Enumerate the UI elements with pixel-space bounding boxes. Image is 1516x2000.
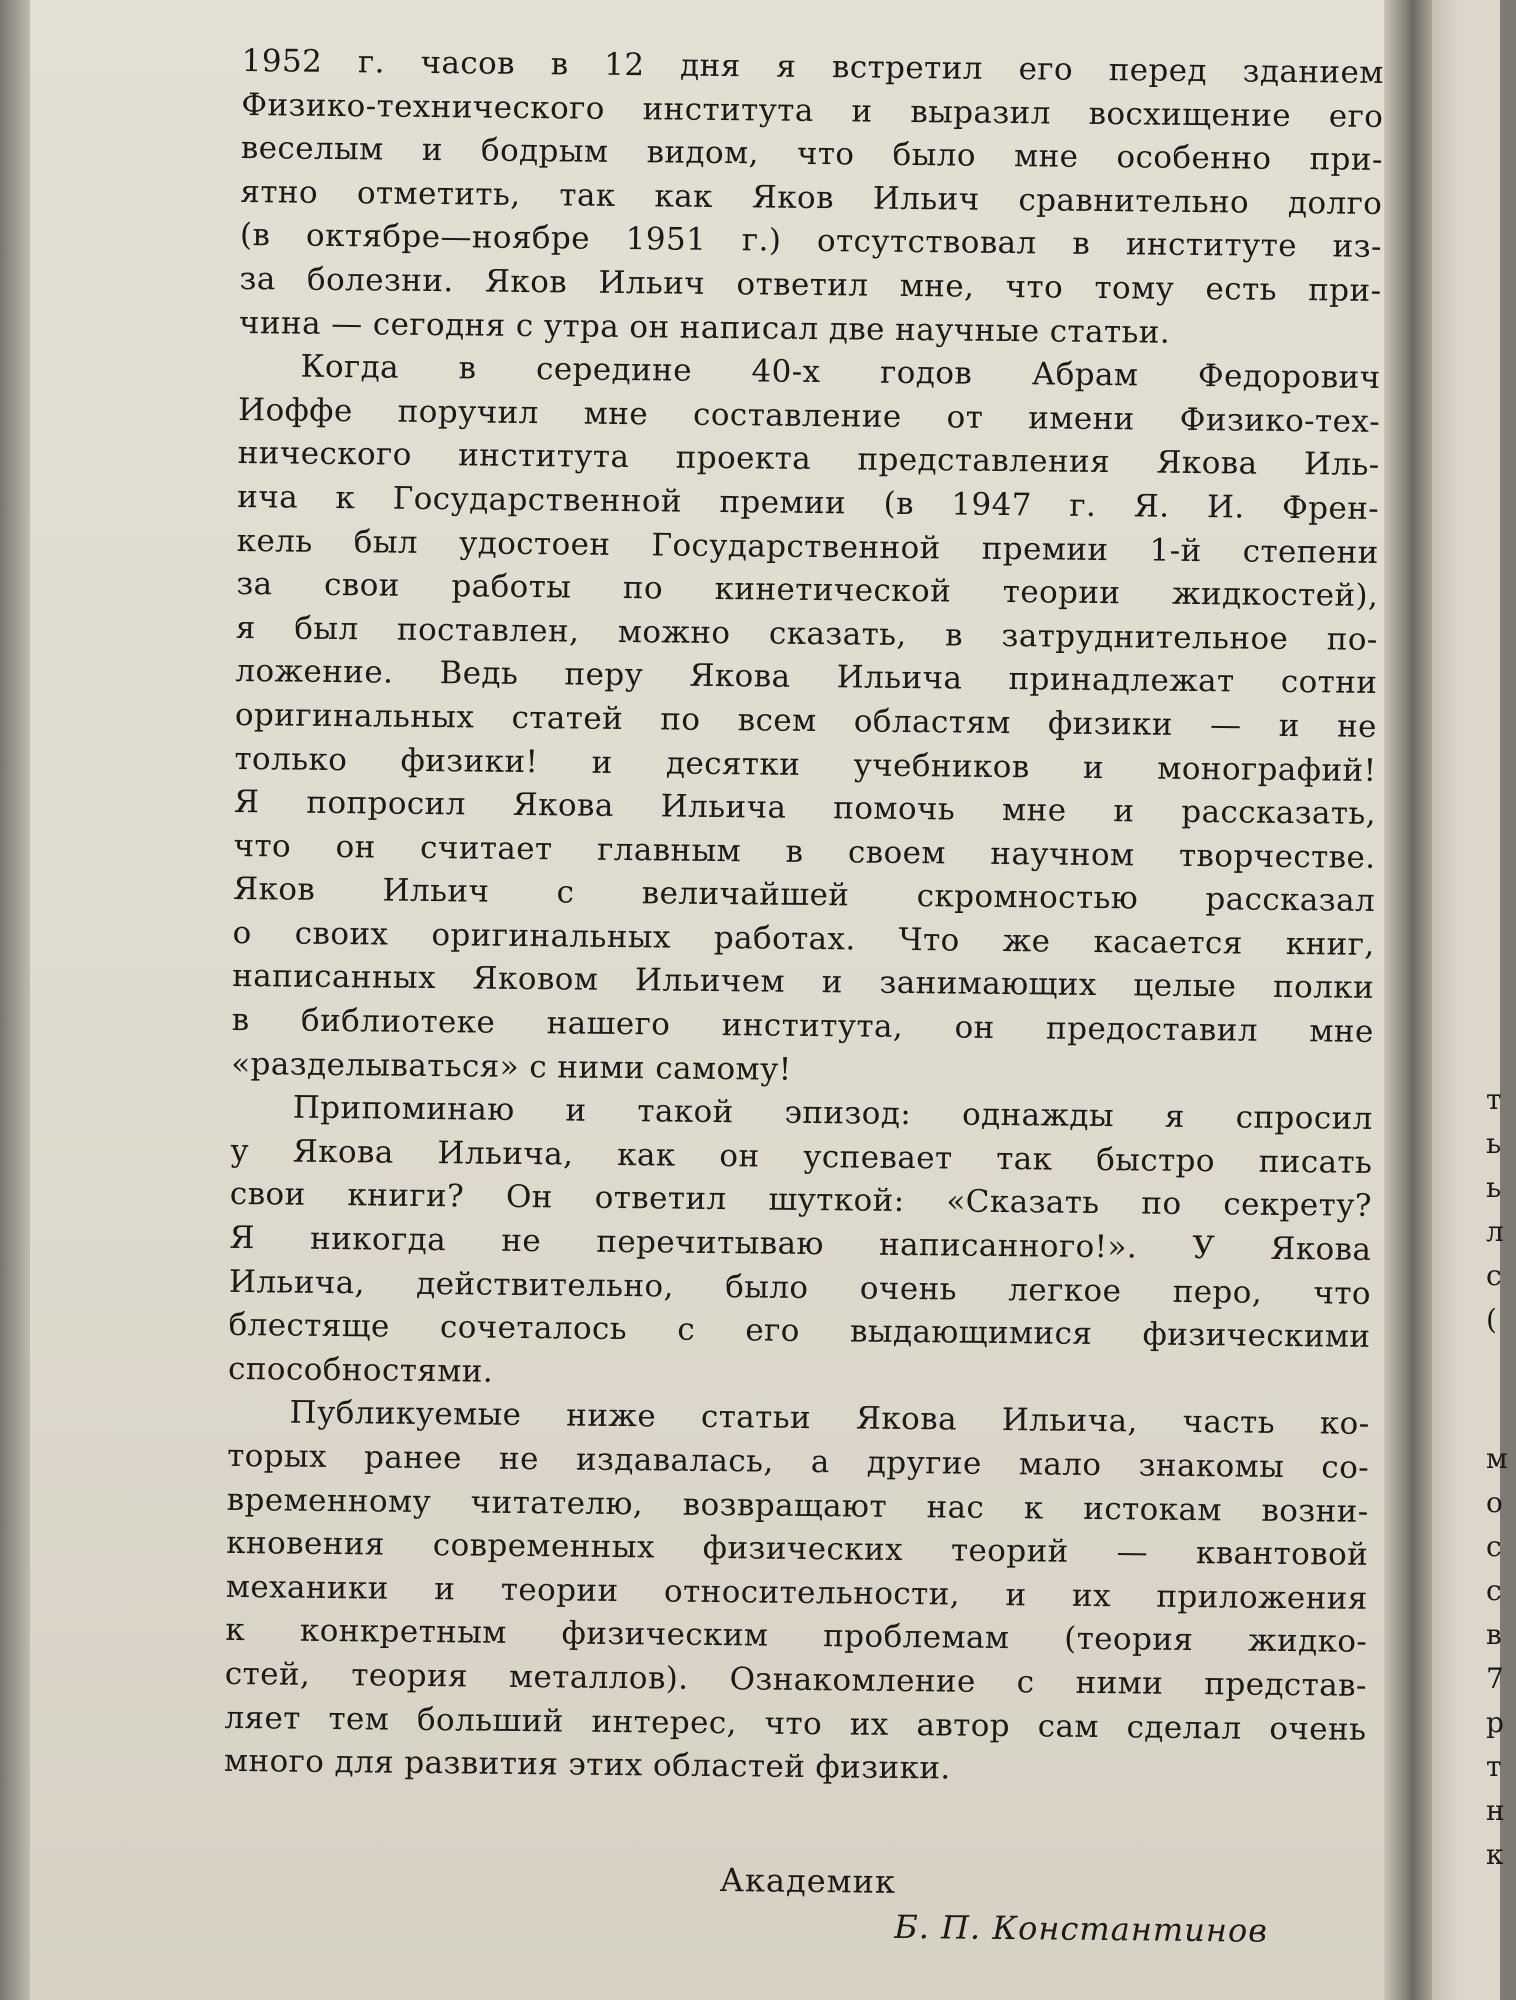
- text-line: Я никогда не перечитываю написанного!». У Якова: [229, 1219, 1372, 1268]
- text-line: нического института проекта представления Якова Иль-: [237, 435, 1380, 484]
- text-line: ича к Государственной премии (в 1947 г. Я. И. Френ-: [237, 478, 1380, 527]
- text-line: у Якова Ильича, как он успевает так быстро писать: [230, 1132, 1373, 1181]
- right-page-letter: р: [1486, 1706, 1504, 1739]
- text-line: оригинальных статей по всем областям физики — и не: [234, 696, 1378, 745]
- text-line: много для развития этих областей физики.: [223, 1743, 951, 1787]
- text-line: механики и теории относительности, и их приложения: [225, 1568, 1368, 1617]
- text-line: стей, теория металлов). Ознакомление с ними представ-: [224, 1655, 1368, 1704]
- right-page-letter: к: [1486, 1838, 1504, 1871]
- text-line: Я попросил Якова Ильича помочь мне и рассказать,: [233, 784, 1377, 833]
- right-page-letter: о: [1486, 1486, 1503, 1519]
- text-line: ложение. Ведь перу Якова Ильича принадлежат сотни: [235, 653, 1378, 702]
- right-page-letter: л: [1486, 1215, 1504, 1248]
- right-page-letter: ь: [1486, 1171, 1502, 1204]
- text-line: 1952 г. часов в 12 дня я встретил его перед зданием: [241, 42, 1384, 91]
- text-line: за свои работы по кинетической теории жидкостей),: [236, 566, 1379, 615]
- text-line: я был поставлен, можно сказать, в затруднительное по-: [235, 609, 1378, 658]
- right-page-edge: [1432, 0, 1500, 2000]
- right-page-letter: ь: [1486, 1127, 1502, 1160]
- body-text: [224, 40, 1384, 1796]
- text-line: ятно отметить, так как Яков Ильич сравнительно долго: [240, 173, 1383, 222]
- text-line: Ильича, действительно, было очень легкое перо, что: [228, 1263, 1372, 1312]
- right-page-letter: с: [1486, 1530, 1502, 1563]
- text-line: Припоминаю и такой эпизод: однажды я спросил: [292, 1089, 1373, 1138]
- text-line: в библиотеке нашего института, он предоставил мне: [231, 1002, 1374, 1050]
- text-line: временному читателю, возвращают нас к истокам возни-: [226, 1481, 1369, 1530]
- text-line: «разделываться» с ними самому!: [231, 1045, 792, 1088]
- text-line: только физики! и десятки учебников и монографий!: [234, 740, 1377, 789]
- right-page-letter: с: [1486, 1574, 1502, 1607]
- book-gutter: [1384, 0, 1432, 2000]
- text-line: о своих оригинальных работах. Что же касается книг,: [232, 914, 1375, 963]
- text-line: кель был удостоен Государственной премии 1-й степени: [236, 522, 1379, 571]
- paragraph: [224, 1391, 1370, 1795]
- right-page-letter: н: [1486, 1794, 1505, 1827]
- signature-block: [719, 1858, 1320, 1954]
- text-line: за болезни. Яков Ильич ответил мне, что тому есть при-: [239, 260, 1382, 309]
- text-line: чина — сегодня с утра он написал две научные статьи.: [238, 304, 1171, 351]
- right-page-letter: м: [1486, 1442, 1508, 1475]
- text-line: что он считает главным в своем научном творчестве.: [233, 827, 1376, 876]
- text-line: Когда в середине 40-х годов Абрам Федорович: [300, 348, 1381, 397]
- text-line: веселым и бодрым видом, что было мне особенно при-: [240, 130, 1383, 179]
- text-line: Яков Ильич с величайшей скромностью рассказал: [232, 871, 1376, 920]
- text-line: ляет тем больший интерес, что их автор сам сделал очень: [224, 1699, 1367, 1748]
- right-page-letter: 7: [1486, 1662, 1504, 1695]
- right-page-letter: т: [1486, 1083, 1502, 1116]
- text-line: (в октябре—ноябре 1951 г.) отсутствовал в институте из-: [239, 217, 1383, 266]
- text-line: торых ранее не издавалась, а другие мало знакомы со-: [226, 1437, 1370, 1486]
- text-line: к конкретным физическим проблемам (теория жидко-: [225, 1612, 1368, 1661]
- right-page-letter: с: [1486, 1259, 1502, 1292]
- text-line: Физико-технического института и выразил восхищение его: [241, 86, 1384, 135]
- signature-title: Академик: [719, 1860, 897, 1901]
- right-page-letter: (: [1486, 1303, 1497, 1336]
- text-line: Иоффе поручил мне составление от имени Физико-тех-: [237, 391, 1381, 440]
- right-page-letter: в: [1486, 1618, 1502, 1651]
- text-line: блестяще сочеталось с его выдающимися физическими: [228, 1307, 1371, 1356]
- paragraph: [231, 345, 1381, 1098]
- text-line: написанных Яковом Ильичем и занимающих целые полки: [232, 958, 1375, 1007]
- text-line: свои книги? Он ответил шуткой: «Сказать по секрету?: [229, 1176, 1373, 1225]
- text-line: способностями.: [227, 1350, 494, 1390]
- signature-name: Б. П. Константинов: [894, 1907, 1269, 1950]
- text-line: Публикуемые ниже статьи Якова Ильича, часть ко-: [289, 1394, 1370, 1443]
- text-line: кновения современных физических теорий — квантовой: [226, 1525, 1369, 1574]
- right-page-letter: т: [1486, 1750, 1502, 1783]
- paragraph: [228, 1086, 1373, 1403]
- paragraph: [239, 40, 1384, 357]
